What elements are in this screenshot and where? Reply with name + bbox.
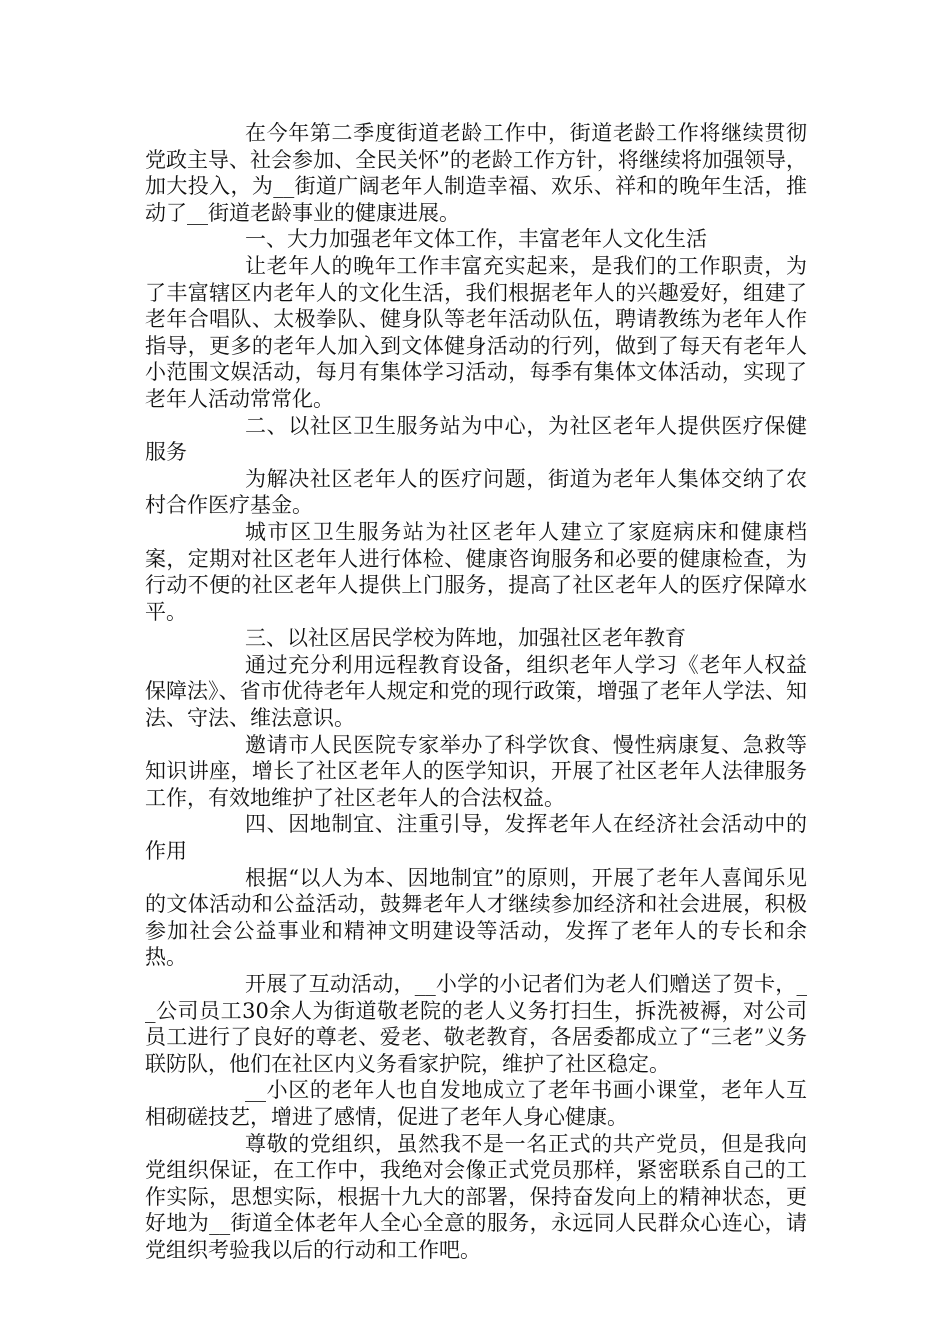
paragraph: 开展了互动活动，__小学的小记者们为老人们赠送了贺卡，__公司员工30余人为街道敬老院的老人义务打扫生，拆洗被褥，对公司员工进行了良好的尊老、爱老、敬老教育，各居委都成立了“三老”义务联防队，他们在社区内义务看家护院，维护了社区稳定。 [145, 972, 807, 1076]
paragraph: 邀请市人民医院专家举办了科学饮食、慢性病康复、急救等知识讲座，增长了社区老年人的医学知识，开展了社区老年人法律服务工作，有效地维护了社区老年人的合法权益。 [145, 732, 807, 810]
paragraph-intro: 在今年第二季度街道老龄工作中，街道老龄工作将继续贯彻党政主导、社会参加、全民关怀”的老龄工作方针，将继续将加强领导，加大投入，为__街道广阔老年人制造幸福、欢乐、祥和的晚年生活，推动了__街道老龄事业的健康进展。 [145, 121, 807, 225]
section-heading-4: 四、因地制宜、注重引导，发挥老年人在经济社会活动中的作用 [145, 812, 807, 864]
paragraph: 根据“以人为本、因地制宜”的原则，开展了老年人喜闻乐见的文体活动和公益活动，鼓舞老年人才继续参加经济和社会进展，积极参加社会公益事业和精神文明建设等活动，发挥了老年人的专长和余热。 [145, 865, 807, 970]
section-heading-3: 三、以社区居民学校为阵地，加强社区老年教育 [245, 626, 686, 651]
paragraph: 城市区卫生服务站为社区老年人建立了家庭病床和健康档案，定期对社区老年人进行体检、健康咨询服务和必要的健康检查，为行动不便的社区老年人提供上门服务，提高了社区老年人的医疗保障水平。 [145, 519, 807, 624]
paragraph: __小区的老年人也自发地成立了老年书画小课堂，老年人互相砌磋技艺，增进了感情，促进了老年人身心健康。 [145, 1078, 807, 1129]
document-body [145, 120, 807, 1264]
section-heading-2: 二、以社区卫生服务站为中心，为社区老年人提供医疗保健服务 [145, 413, 807, 465]
paragraph: 为解决社区老年人的医疗问题，街道为老年人集体交纳了农村合作医疗基金。 [145, 466, 807, 518]
section-heading-1: 一、大力加强老年文体工作，丰富老年人文化生活 [245, 227, 707, 252]
paragraph: 通过充分利用远程教育设备，组织老年人学习《老年人权益保障法》、省市优待老年人规定和党的现行政策，增强了老年人学法、知法、守法、维法意识。 [145, 652, 807, 731]
paragraph: 让老年人的晚年工作丰富充实起来，是我们的工作职责，为了丰富辖区内老年人的文化生活，我们根据老年人的兴趣爱好，组建了老年合唱队、太极拳队、健身队等老年活动队伍，聘请教练为老年人作指导，更多的老年人加入到文体健身活动的行列，做到了每天有老年人小范围文娱活动，每月有集体学习活动，每季有集体文体活动，实现了老年人活动常常化。 [145, 253, 807, 411]
paragraph-closing: 尊敬的党组织，虽然我不是一名正式的共产党员，但是我向党组织保证，在工作中，我绝对会像正式党员那样，紧密联系自己的工作实际，思想实际，根据十九大的部署，保持奋发向上的精神状态，更好地为__街道全体老年人全心全意的服务，永远同人民群众心连心，请党组织考验我以后的行动和工作吧。 [145, 1131, 807, 1262]
